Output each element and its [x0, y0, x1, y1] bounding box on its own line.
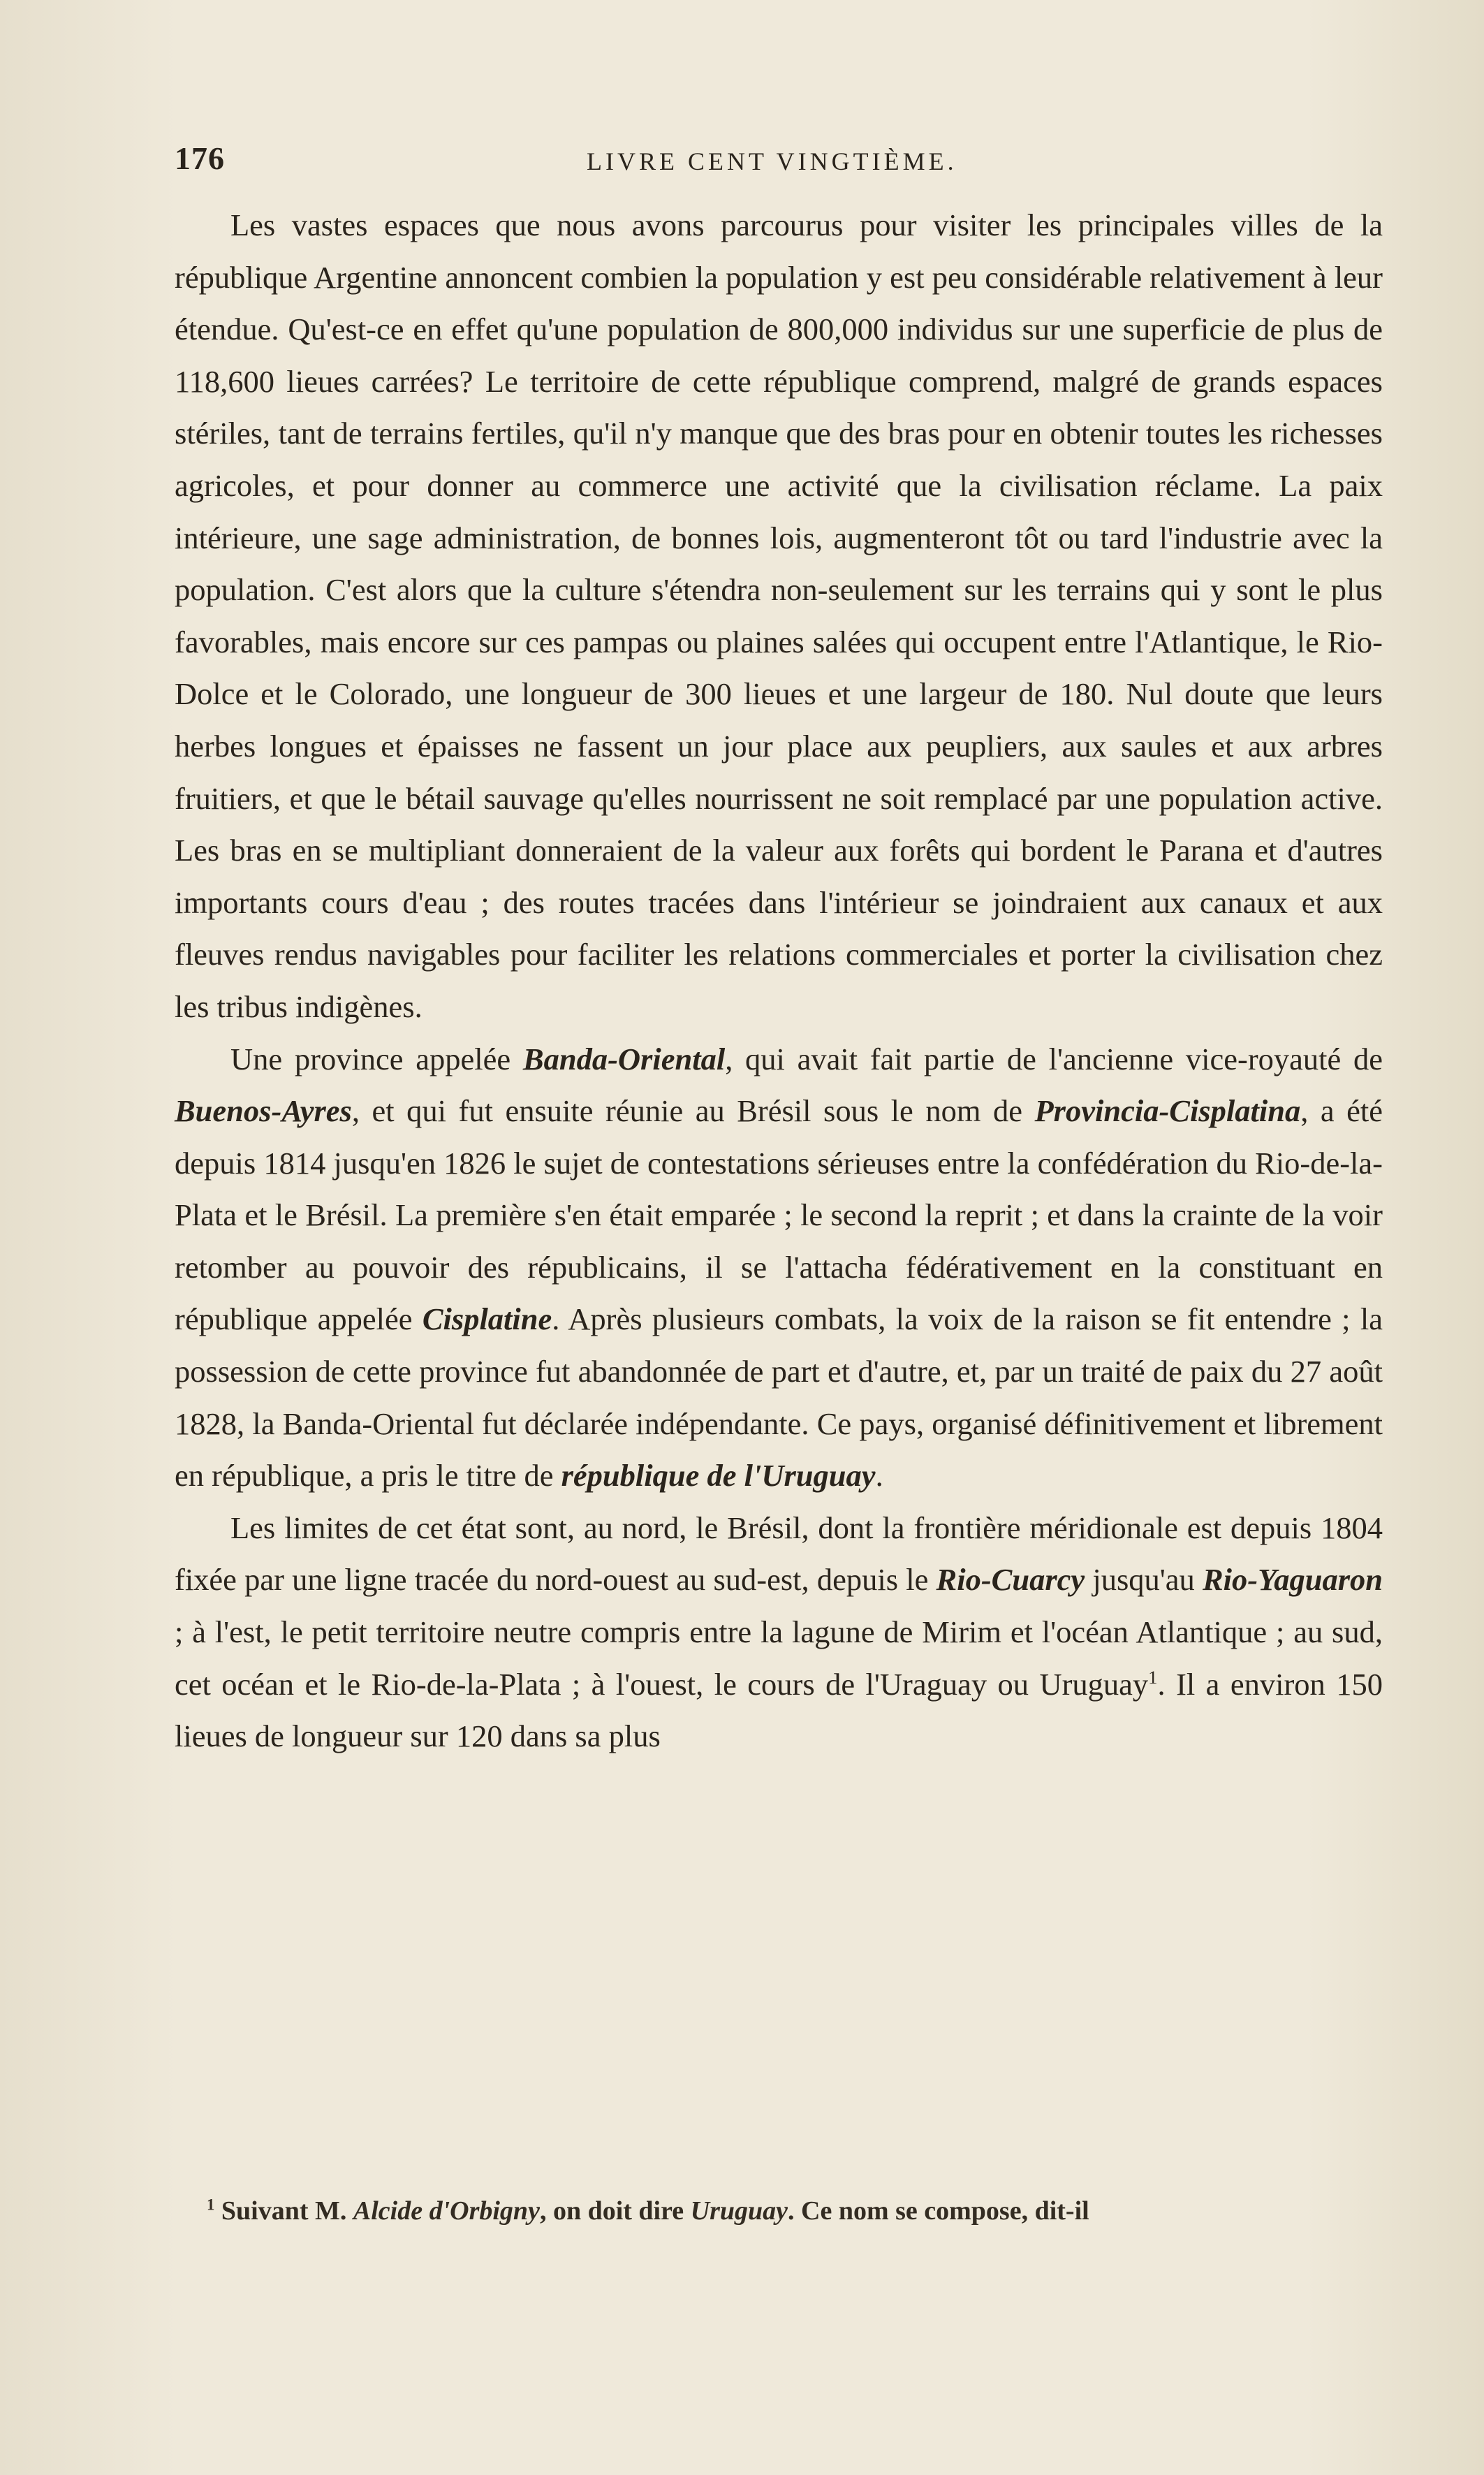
text-segment: . Il a environ 150 lieues de longueur sur 120 dans sa plus — [175, 1666, 1383, 1754]
paragraph-argentine-population: Les vastes espaces que nous avons parcourus pour visiter les principales villes de la république Argentine annoncent combien la population y est peu considérable relativement à leur étendue. Qu'est-ce en effet qu'une population de 800,000 individus sur une superficie de plus de 118,600 lieues carrées? Le territoire de cette république comprend, malgré de grands espaces stériles, tant de terrains fertiles, qu'il n'y manque que des bras pour en obtenir toutes les richesses agricoles, et pour donner au commerce une activité que la civilisation réclame. La paix intérieure, une sage administration, de bonnes lois, augmenteront tôt ou tard l'industrie avec la population. C'est alors que la culture s'étendra non-seulement sur les terrains qui y sont le plus favorables, mais encore sur ces pampas ou plaines salées qui occupent entre l'Atlantique, le Rio-Dolce et le Colorado, une longueur de 300 lieues et une largeur de 180. Nul doute que leurs herbes longues et épaisses ne fassent un jour place aux peupliers, aux saules et aux arbres fruitiers, et que le bétail sauvage qu'elles nourrissent ne soit remplacé par une population active. Les bras en se multipliant donneraient de la valeur aux forêts qui bordent le Parana et d'autres importants cours d'eau ; des routes tracées dans l'intérieur se joindraient aux canaux et aux fleuves rendus navigables pour faciliter les relations commerciales et porter la civilisation chez les tribus indigènes. — [175, 207, 1383, 1024]
italic-term: Buenos-Ayres — [175, 1093, 352, 1129]
text-segment: . — [875, 1458, 883, 1494]
paragraph-banda-oriental — [175, 1033, 1383, 1502]
running-title: LIVRE CENT VINGTIÈME. — [587, 147, 957, 175]
footnote-italic-name: Alcide d'Orbigny — [353, 2196, 540, 2226]
body-text — [175, 199, 1383, 1762]
text-segment: , et qui fut ensuite réunie au Brésil sous le nom de — [351, 1093, 1035, 1129]
italic-term: Banda-Oriental — [522, 1041, 726, 1076]
footnote-segment: Suivant M. — [214, 2196, 353, 2226]
text-segment: , a été depuis 1814 jusqu'en 1826 le sujet de contestations sérieuses entre la confédération du Rio-de-la-Plata et le Brésil. La première s'en était emparée ; le second la reprit ; et dans la crainte de la voir retomber au pouvoir des républicains, il se l'attacha fédérativement en la constituant en république appelée — [175, 1093, 1383, 1337]
italic-term: république de l'Uruguay — [561, 1458, 876, 1494]
page-number: 176 — [175, 140, 225, 176]
italic-term: Cisplatine — [422, 1301, 552, 1337]
paragraph-uruguay-limits — [175, 1502, 1383, 1762]
text-segment: Les limites de cet état sont, au nord, le Brésil, dont la frontière méridionale est depuis 1804 fixée par une ligne tracée du nord-ouest au sud-est, depuis le — [175, 1510, 1383, 1598]
text-segment: Une province appelée — [230, 1041, 523, 1076]
footnote-marker: 1 — [207, 2196, 215, 2214]
footnote-italic-term: Uruguay — [690, 2196, 788, 2226]
page-header — [175, 140, 1383, 182]
text-segment: ; à l'est, le petit territoire neutre compris entre la lagune de Mirim et l'océan Atlantique ; au sud, cet océan et le Rio-de-la-Plata ; à l'ouest, le cours de l'Uraguay ou Uruguay — [175, 1614, 1383, 1702]
text-segment: , qui avait fait partie de l'ancienne vice-royauté de — [725, 1041, 1383, 1076]
italic-term: Rio-Yaguaron — [1202, 1562, 1383, 1598]
italic-term: Rio-Cuarcy — [936, 1562, 1085, 1598]
footnote — [175, 2193, 1383, 2228]
text-segment: . Après plusieurs combats, la voix de la raison se fit entendre ; la possession de cette province fut abandonnée de part et d'autre, et, par un traité de paix du 27 août 1828, la Banda-Oriental fut déclarée indépendante. Ce pays, organisé définitivement et librement en république, a pris le titre de — [175, 1301, 1383, 1494]
text-segment: jusqu'au — [1085, 1562, 1203, 1598]
footnote-segment: . Ce nom se compose, dit-il — [788, 2196, 1089, 2226]
footnote-reference: 1 — [1148, 1666, 1158, 1688]
italic-term: Provincia-Cisplatina — [1034, 1093, 1301, 1129]
footnote-segment: , on doit dire — [539, 2196, 691, 2226]
